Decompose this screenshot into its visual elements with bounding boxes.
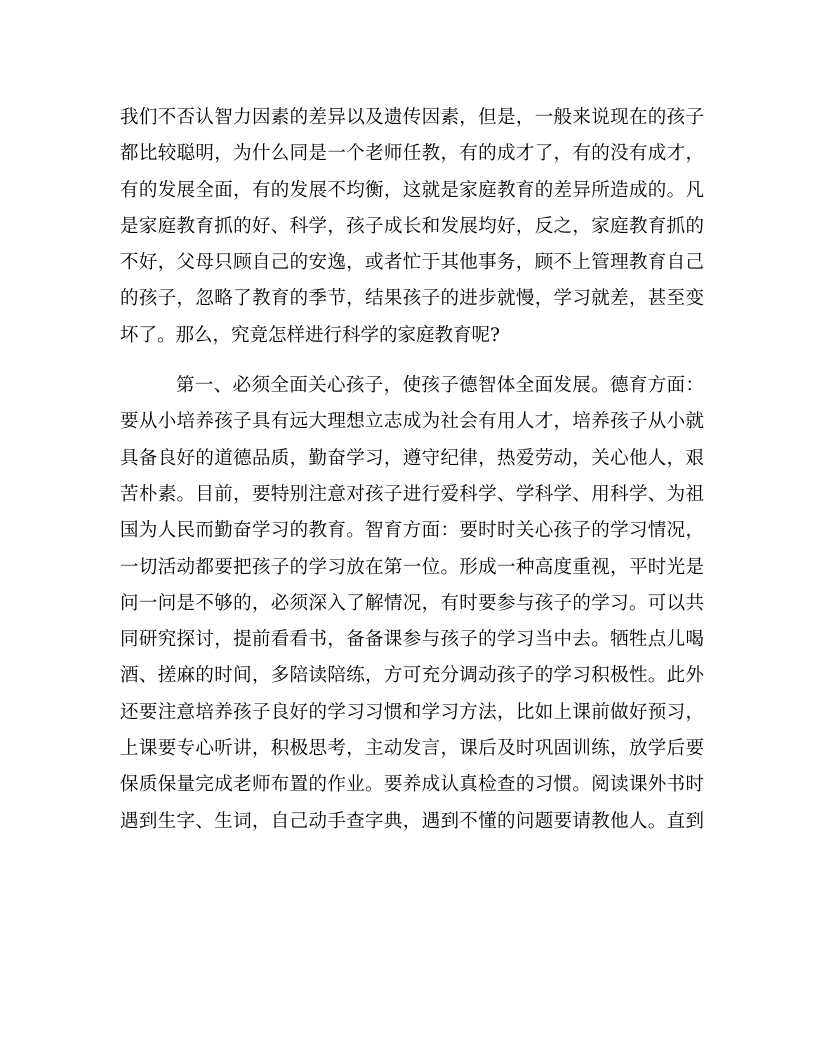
text-line: 的孩子，忽略了教育的季节，结果孩子的进步就慢，学习就差，甚至变 xyxy=(120,288,704,310)
text-line: 还要注意培养孩子良好的学习习惯和学习方法，比如上课前做好预习， xyxy=(120,701,704,723)
text-line: 坏了。那么，究竟怎样进行科学的家庭教育呢? xyxy=(120,324,500,346)
paragraph-1 xyxy=(120,100,704,354)
text-line: 保质保量完成老师布置的作业。要养成认真检查的习惯。阅读课外书时 xyxy=(120,774,704,796)
text-line: 苦朴素。目前，要特别注意对孩子进行爱科学、学科学、用科学、为祖 xyxy=(120,483,704,505)
paragraph-spacer xyxy=(120,354,704,368)
text-line: 第一、必须全面关心孩子，使孩子德智体全面发展。德育方面： xyxy=(176,375,704,397)
document-body xyxy=(120,100,704,840)
text-line: 遇到生字、生词，自己动手查字典，遇到不懂的问题要请教他人。直到 xyxy=(120,810,704,832)
text-line: 不好，父母只顾自己的安逸，或者忙于其他事务，顾不上管理教育自己 xyxy=(120,252,704,274)
text-line: 具备良好的道德品质，勤奋学习，遵守纪律，热爱劳动，关心他人，艰 xyxy=(120,447,704,469)
text-line: 我们不否认智力因素的差异以及遗传因素，但是，一般来说现在的孩子 xyxy=(120,107,704,128)
text-line: 酒、搓麻的时间，多陪读陪练，方可充分调动孩子的学习积极性。此外 xyxy=(120,665,704,687)
text-line: 问一问是不够的，必须深入了解情况，有时要参与孩子的学习。可以共 xyxy=(120,592,704,614)
text-line: 上课要专心听讲，积极思考，主动发言，课后及时巩固训练，放学后要 xyxy=(120,738,704,760)
text-line: 国为人民而勤奋学习的教育。智育方面：要时时关心孩子的学习情况， xyxy=(120,520,704,542)
text-line: 是家庭教育抓的好、科学，孩子成长和发展均好，反之，家庭教育抓的 xyxy=(120,215,704,237)
text-line: 有的发展全面，有的发展不均衡，这就是家庭教育的差异所造成的。凡 xyxy=(120,179,704,201)
text-line: 同研究探讨，提前看看书，备备课参与孩子的学习当中去。牺牲点儿喝 xyxy=(120,629,704,651)
paragraph-2 xyxy=(120,368,704,840)
text-line: 都比较聪明，为什么同是一个老师任教，有的成才了，有的没有成才， xyxy=(120,143,704,165)
text-line: 一切活动都要把孩子的学习放在第一位。形成一种高度重视，平时光是 xyxy=(120,556,704,578)
text-line: 要从小培养孩子具有远大理想立志成为社会有用人才，培养孩子从小就 xyxy=(120,411,704,433)
